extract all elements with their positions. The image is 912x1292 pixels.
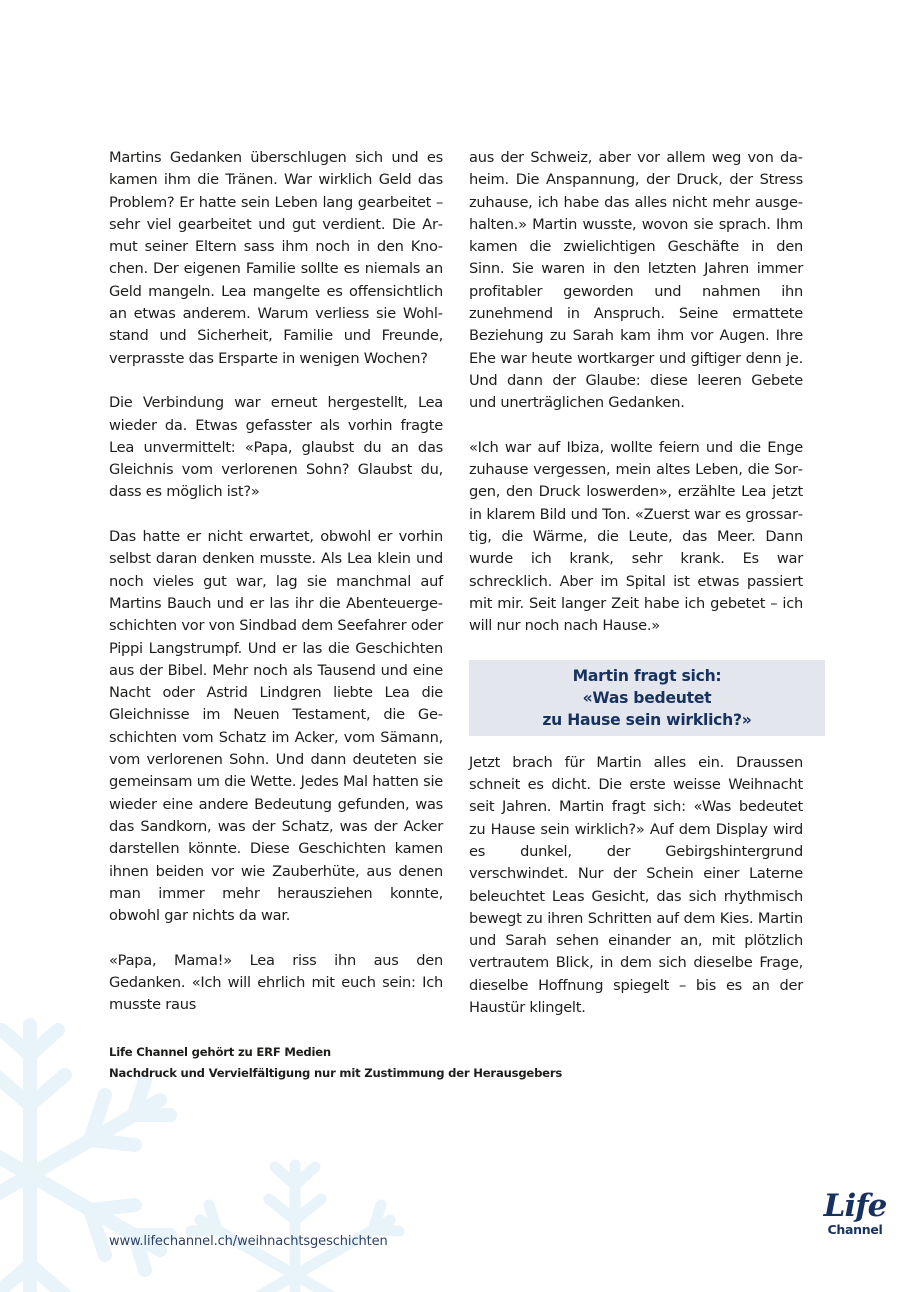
website-link[interactable]: www.lifechannel.ch/weihnachtsgeschichten — [109, 1234, 388, 1249]
pull-quote-line: zu Hause sein wirklich?» — [542, 711, 752, 730]
paragraph: Die Verbindung war erneut hergestellt, Lea wieder da. Etwas gefasster als vorhin fragte Lea unvermittelt: «Papa, glaubst du an das Gleichnis vom verlorenen Sohn? Glaubst du, dass es möglich ist?» — [109, 394, 443, 501]
pull-quote-line: Martin fragt sich: — [572, 666, 722, 685]
publisher-note: Life Channel gehört zu ERF Medien — [109, 1045, 331, 1059]
pull-quote-box — [469, 660, 825, 736]
pull-quote-line: «Was bedeutet — [582, 689, 712, 708]
article-right-column — [469, 147, 803, 1019]
life-channel-logo — [822, 1190, 888, 1250]
paragraph: Martins Gedanken überschlugen sich und es kamen ihm die Tränen. War wirklich Geld das Problem? Er hatte sein Leben lang gearbeitet – sehr viel gearbeitet und gut verdient. Die Armut seiner Eltern sass ihm noch in den Knochen. Der eigenen Familie sollte es niemals an Geld mangeln. Lea mangelte es offensichtlich an etwas anderem. Warum verliess sie Wohlstand und Sicherheit, Familie und Freunde, verprasste das Ersparte in wenigen Wochen? — [109, 149, 443, 367]
paragraph: «Ich war auf Ibiza, wollte feiern und die Enge zuhause vergessen, mein altes Leben, die Sorgen, den Druck loswerden», erzählte Lea jetzt in klarem Bild und Ton. «Zuerst war es grossartig, die Wärme, die Leute, das Meer. Dann wurde ich krank, sehr krank. Es war schrecklich. Aber im Spital ist etwas passiert mit mir. Seit langer Zeit habe ich gebetet – ich will nur noch nach Hause.» — [469, 438, 803, 635]
logo-channel-text: Channel — [827, 1222, 883, 1237]
article-left-column — [109, 147, 443, 1017]
paragraph: Jetzt brach für Martin alles ein. Draussen schneit es dicht. Die erste weisse Weihnacht seit Jahren. Martin fragt sich: «Was bedeutet zu Hause sein wirklich?» Auf dem Display wird es dunkel, der Gebirgshintergrund verschwindet. Nur der Schein einer Laterne beleuchtet Leas Gesicht, das sich rhythmisch bewegt zu ihren Schritten auf dem Kies. Martin und Sarah sehen einander an, mit plötzlich vertrautem Blick, in dem sich dieselbe Frage, dieselbe Hoffnung spiegelt – bis es an der Haustür klingelt. — [469, 753, 803, 1016]
copyright-note: Nachdruck und Vervielfältigung nur mit Zustimmung der Herausgebers — [109, 1066, 563, 1080]
paragraph: Das hatte er nicht erwartet, obwohl er vorhin selbst daran denken musste. Als Lea klein und noch vieles gut war, lag sie manchmal auf Martins Bauch und er las ihr die Abenteuergeschichten vor von Sindbad dem Seefahrer oder Pippi Langstrumpf. Und er las die Geschichten aus der Bibel. Mehr noch als Tausend und eine Nacht oder Astrid Lindgren liebte Lea die Gleichnisse im Neuen Testament, die Geschichten vom Schatz im Acker, vom Sämann, vom verlorenen Sohn. Und dann deuteten sie gemeinsam um die Wette. Jedes Mal hatten sie wieder eine andere Bedeutung gefunden, was das Sandkorn, was der Schatz, was der Acker darstellen könnte. Diese Geschichten kamen ihnen beiden vor wie Zauberhüte, aus denen man immer mehr herausziehen konnte, obwohl gar nichts da war. — [109, 528, 443, 925]
logo-life-text: Life — [823, 1188, 887, 1224]
footer-notes — [109, 1042, 562, 1084]
paragraph: aus der Schweiz, aber vor allem weg von daheim. Die Anspannung, der Druck, der Stress zuhause, ich habe das alles nicht mehr ausgehalten.» Martin wusste, wovon sie sprach. Ihm kamen die zwielichtigen Geschäfte in den Sinn. Sie waren in den letzten Jahren immer profitabler geworden und nahmen ihn zunehmend in Anspruch. Seine ermattete Beziehung zu Sarah kam ihm vor Augen. Ihre Ehe war heute wortkarger und giftiger denn je. Und dann der Glaube: diese leeren Gebete und unerträglichen Gedanken. — [469, 149, 803, 412]
paragraph: «Papa, Mama!» Lea riss ihn aus den Gedanken. «Ich will ehrlich mit euch sein: Ich musste raus — [109, 951, 443, 1014]
